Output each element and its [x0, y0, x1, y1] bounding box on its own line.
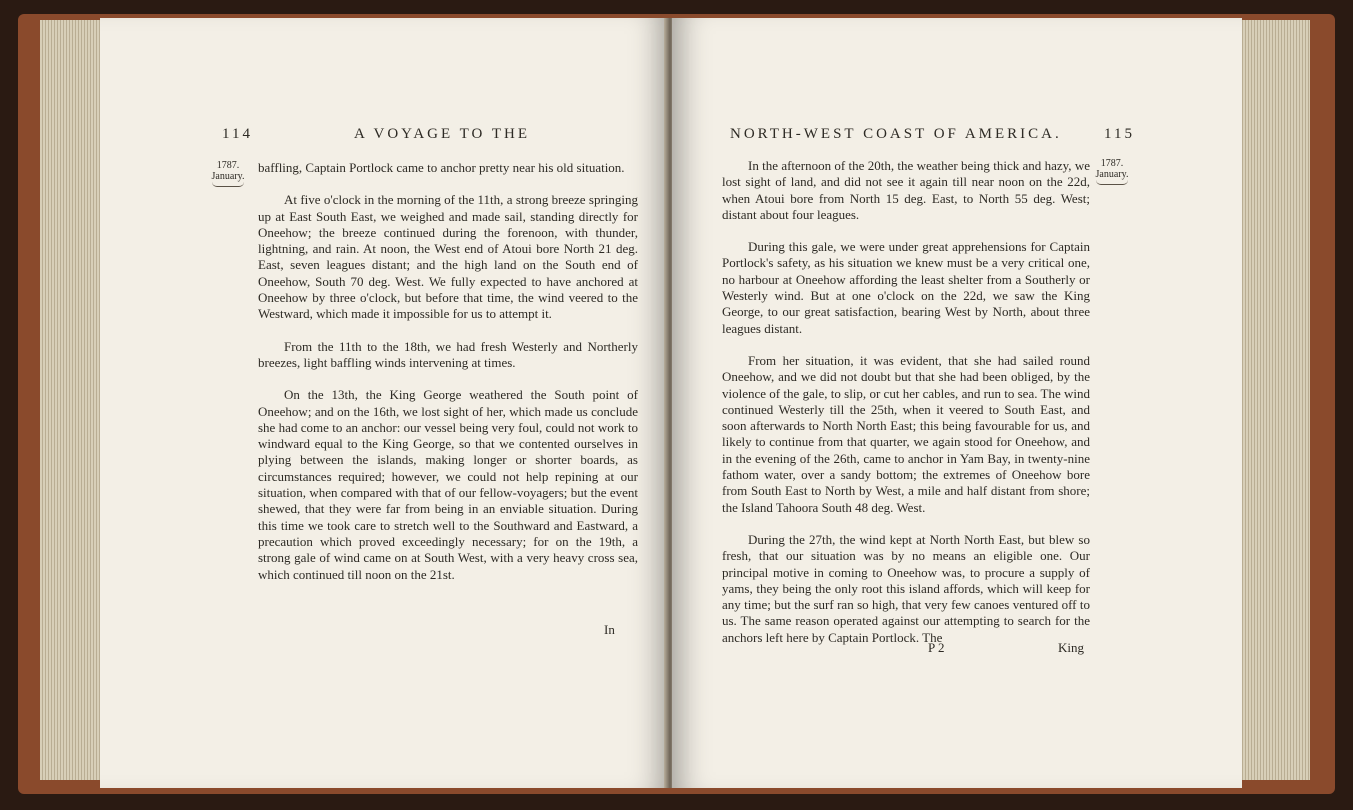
left-running-head: [100, 126, 668, 148]
left-margin-month: January.: [211, 171, 245, 182]
left-catchword: In: [604, 622, 615, 637]
right-paragraph-1: In the afternoon of the 20th, the weather being thick and hazy, we lost sight of land, and did not see it again till near noon on the 22d, when Atoui bore from North 15 deg. East, to North 55 deg. West; distant about four leagues.: [722, 158, 1090, 222]
left-margin-year: 1787.: [216, 160, 240, 171]
right-running-title: NORTH-WEST COAST OF AMERICA.: [730, 126, 1062, 142]
right-catchword: King: [1058, 640, 1084, 655]
page-edges-right: [1240, 20, 1310, 780]
right-paragraph-4: During the 27th, the wind kept at North North East, but blew so fresh, that our situation was by no means an eligible one. Our principal motive in coming to Oneehow was, to procure a supply of yams, they being the only root this island affords, which will keep for any time; but the surf ran so high, that very few canoes ventured off to us. The same reason operated against our attempting to search for the anchors left here by Captain Portlock. The: [722, 531, 1090, 645]
right-paragraph-3: From her situation, it was evident, that she had sailed round Oneehow, and we did not doubt but that she had been obliged, by the violence of the gale, to slip, or cut her cables, and run to sea. The wind continued Westerly till the 25th, when it veered to South East, and soon afterwards to North North East; this being favourable for us, and likely to continue from that quarter, we again stood for Oneehow, and in the evening of the 26th, came to anchor in Yam Bay, in twenty-nine fathom water, over a sandy bottom; the extremes of Oneehow bore from South East to North by West, a mile and half distant from shore; the Island Tahoora South 48 deg. West.: [722, 352, 1090, 515]
left-paragraph-2: At five o'clock in the morning of the 11th, a strong breeze springing up at East South East, we weighed and made sail, standing directly for Oneehow; the breeze continued during the forenoon, with thunder, lightning, and rain. At noon, the West end of Atoui bore North 21 deg. East, seven leagues distant; and the high land on the South end of Oneehow, South 70 deg. West. We fully expected to have anchored at Oneehow by three o'clock, but before that time, the wind veered to the Westward, which made it impossible for us to attempt it.: [258, 192, 638, 322]
right-margin-year: 1787.: [1100, 158, 1124, 169]
right-margin-note: [1092, 158, 1132, 185]
right-page: [672, 18, 1242, 788]
right-signature-mark: P 2: [928, 640, 945, 655]
left-margin-note: [208, 160, 248, 187]
right-text-block: [722, 158, 1090, 662]
right-running-head: [672, 126, 1242, 148]
left-paragraph-3: From the 11th to the 18th, we had fresh Westerly and Northerly breezes, light baffling winds intervening at times.: [258, 338, 638, 370]
left-paragraph-4: On the 13th, the King George weathered the South point of Oneehow; and on the 16th, we lost sight of her, which made us conclude she had come to an anchor: our vessel being very foul, could not work to windward equal to the King George, so that we contented ourselves in plying between the islands, making longer or shorter boards, as circumstances required; however, we could not help repining at our situation, when compared with that of our fellow-voyagers; but the event shewed, that they were far from being in an enviable situation. During this time we took care to stretch well to the Southward and Eastward, a precaution which proved exceedingly necessary; for on the 19th, a strong gale of wind came on at South West, with a very heavy cross sea, which continued till noon on the 21st.: [258, 387, 638, 582]
left-paragraph-1: baffling, Captain Portlock came to anchor pretty near his old situation.: [258, 160, 625, 175]
left-folio: 114: [222, 126, 253, 142]
left-margin-brace: [212, 182, 244, 187]
right-margin-month: January.: [1095, 169, 1129, 180]
left-page: [100, 18, 668, 788]
right-folio: 115: [1104, 126, 1135, 142]
right-paragraph-2: During this gale, we were under great apprehensions for Captain Portlock's safety, as his situation we knew must be a very critical one, no harbour at Oneehow affording the least shelter from a Southerly or Westerly wind. But at one o'clock on the 22d, we saw the King George, to our great satisfaction, bearing West by North, about three leagues distant.: [722, 239, 1090, 336]
left-text-block: [258, 160, 638, 599]
right-margin-brace: [1096, 180, 1128, 185]
left-running-title: A VOYAGE TO THE: [354, 126, 530, 142]
